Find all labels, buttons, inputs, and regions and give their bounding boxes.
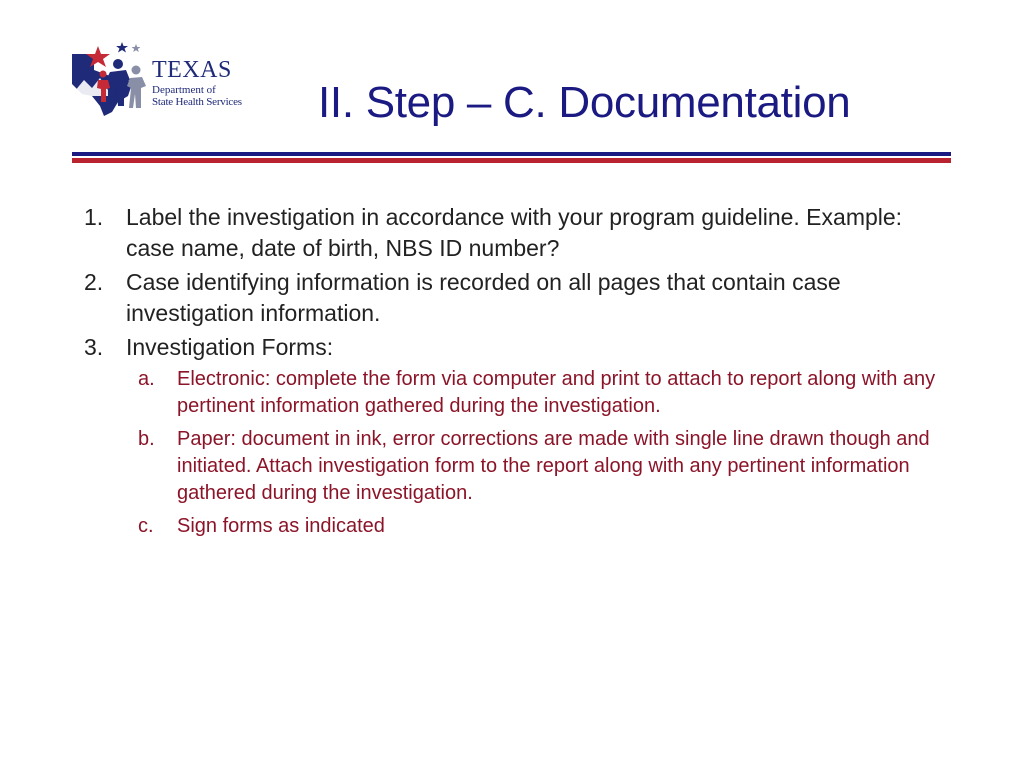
sublist-item-text: Paper: document in ink, error corrections are made with single line drawn though and initiated. Attach investigation form to the report along with any pertinent information gathered during the investigation. [177, 428, 930, 504]
logo-department: Department of [152, 84, 216, 96]
list-item-text: Label the investigation in accordance with your program guideline. Example: case name, date of birth, NBS ID number? [126, 204, 903, 261]
sublist-item-letter: c. [138, 515, 154, 537]
list-item [84, 332, 944, 540]
list-item-number: 1. [84, 204, 104, 230]
sublist-item [126, 426, 944, 507]
numbered-list [84, 202, 944, 540]
sublist-item [126, 513, 944, 540]
sublist-item-text: Electronic: complete the form via computer and print to attach to report along with any pertinent information gathered during the investigation. [177, 368, 936, 417]
sublist-item-letter: a. [138, 368, 155, 390]
texas-map-people-icon [70, 40, 152, 120]
list-item-text: Case identifying information is recorded on all pages that contain case investigation information. [126, 269, 841, 326]
logo-state: TEXAS [152, 57, 232, 83]
header-rule-blue [72, 152, 951, 156]
header-rule-red [72, 158, 951, 163]
texas-dshs-logo [70, 40, 270, 120]
logo-text [152, 58, 242, 108]
logo-agency: State Health Services [152, 96, 242, 108]
list-item [84, 267, 944, 329]
sublist-item [126, 366, 944, 420]
slide-title: II. Step – C. Documentation [318, 78, 851, 127]
lettered-sublist [126, 366, 944, 540]
list-item-text: Investigation Forms: [126, 334, 334, 360]
list-item [84, 202, 944, 264]
slide-body [84, 202, 944, 546]
list-item-number: 3. [84, 334, 104, 360]
sublist-item-letter: b. [138, 428, 155, 450]
sublist-item-text: Sign forms as indicated [177, 515, 385, 537]
list-item-number: 2. [84, 269, 104, 295]
